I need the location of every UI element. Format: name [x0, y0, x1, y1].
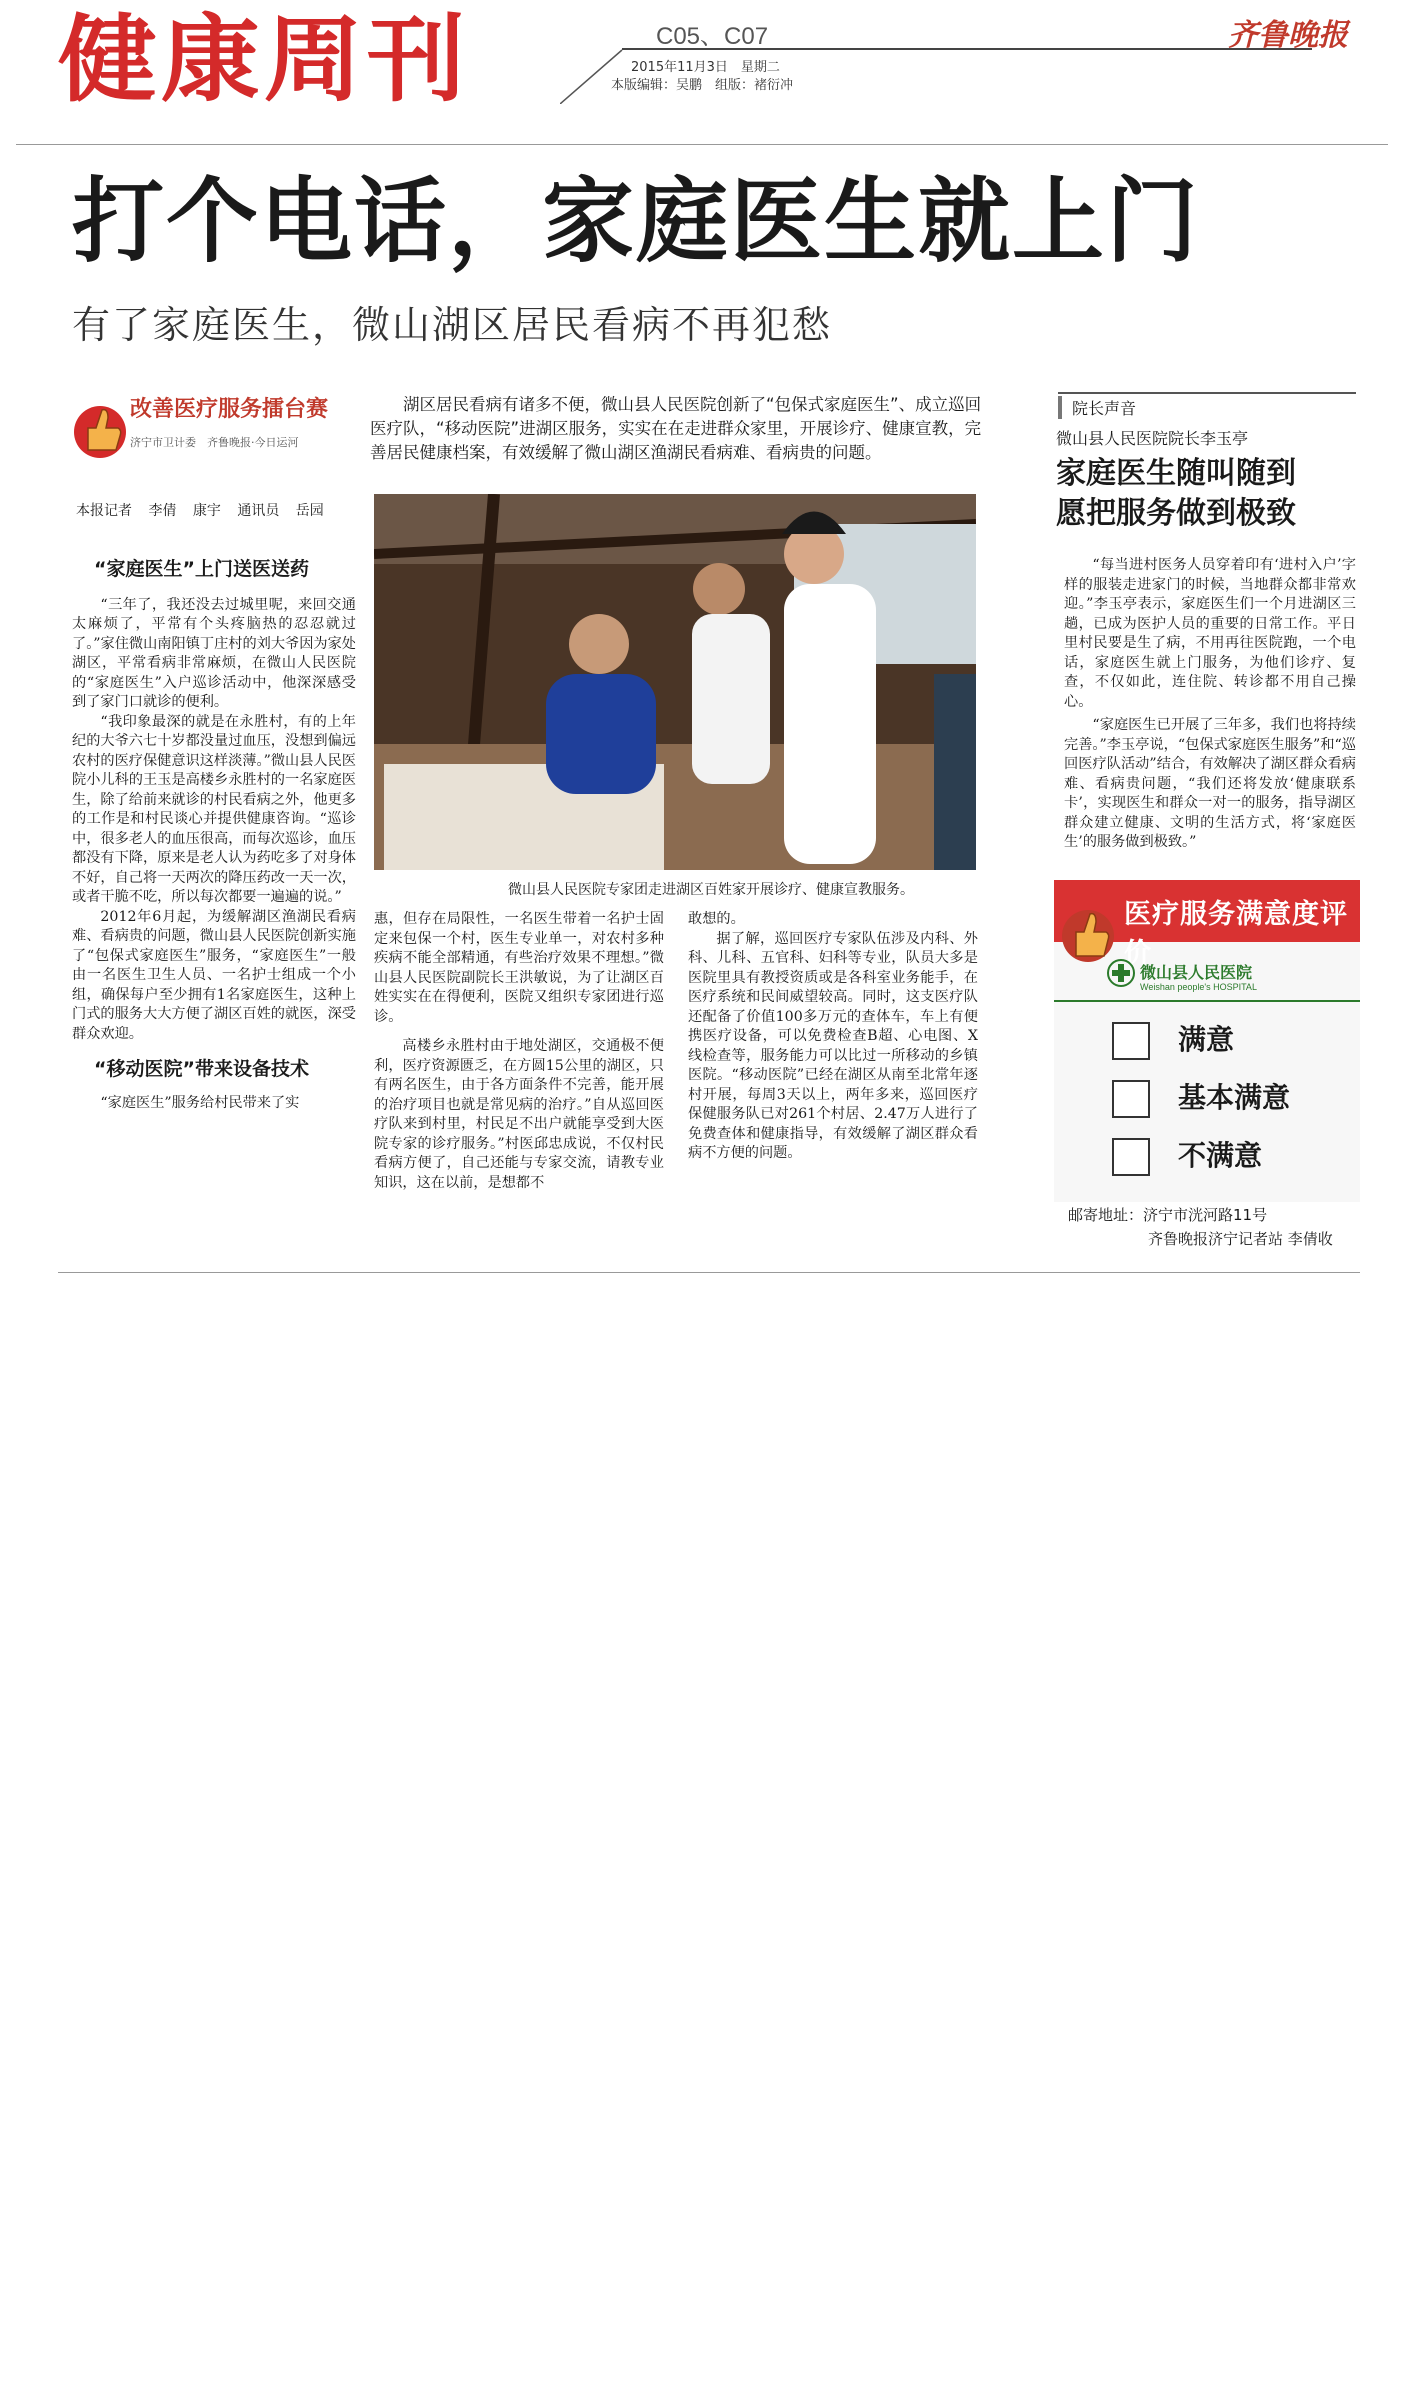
byline: 本报记者 李倩 康宇 通讯员 岳园	[76, 503, 324, 519]
page-numbers: C05、C07	[656, 23, 769, 50]
sidebar-byline: 微山县人民医院院长李玉亭	[1056, 429, 1249, 448]
paragraph: “三年了，我还没去过城里呢，来回交通太麻烦了，平常有个头疼脑热的忍忍就过了。”家住微山南阳镇丁庄村的刘大爷因为家处湖区，平常看病非常麻烦，在微山人民医院的“家庭医生”入户巡诊活动中，他深深感受到了家门口就诊的便利。	[72, 596, 356, 710]
photo-caption: 微山县人民医院专家团走进湖区百姓家开展诊疗、健康宣教服务。	[508, 882, 914, 898]
option-satisfied[interactable]	[1112, 1022, 1352, 1062]
checkbox[interactable]	[1112, 1138, 1150, 1176]
paragraph: “每当进村医务人员穿着印有‘进村入户’字样的服装走进家门的时候，当地群众都非常欢迎。”李玉亭表示，家庭医生们一个月进湖区三趟，已成为医护人员的重要的日常工作。平日里村民要是生了病，不用再往医院跑，一个电话，家庭医生就上门服务，为他们诊疗、复查，不仅如此，连住院、转诊都不用自己操心。	[1064, 557, 1356, 710]
option-dissatisfied[interactable]	[1112, 1138, 1352, 1178]
photo-illustration	[374, 494, 976, 870]
sidebar-title-line: 愿把服务做到极致	[1056, 496, 1296, 531]
masthead-title: 健康周刊	[58, 6, 470, 115]
paragraph: “我印象最深的就是在永胜村，有的上年纪的大爷六七十岁都没量过血压，没想到偏远农村的医疗保健意识这样淡薄。”微山县人民医院小儿科的王玉是高楼乡永胜村的一名家庭医生，除了给前来就诊的村民看病之外，他更多的工作是和村民谈心并提供健康咨询。“巡诊中，很多老人的血压很高，而每次巡诊，血压都没有下降，原来是老人认为药吃多了对身体不好，自己将一天两次的降压药改一天一次，或者干脆不吃，所以每次都要一遍遍的说。”	[72, 713, 356, 905]
contest-title: 改善医疗服务擂台赛	[130, 397, 329, 422]
section-heading: “家庭医生”上门送医送药	[94, 558, 309, 580]
option-label: 基本满意	[1178, 1081, 1291, 1114]
issue-date: 2015年11月3日 星期二	[631, 60, 780, 75]
mailing-recipient: 齐鲁晚报济宁记者站 李倩收	[1148, 1230, 1333, 1248]
sidebar-title-line: 家庭医生随叫随到	[1056, 456, 1296, 491]
survey-divider	[1054, 1000, 1360, 1002]
paragraph: 据了解，巡回医疗专家队伍涉及内科、外科、儿科、五官科、妇科等专业，队员大多是医院里具有教授资质或是各科室业务能手，在医疗系统和民间威望较高。同时，这支医疗队还配备了价值100多万元的查体车，车上有便携医疗设备，可以免费检查B超、心电图、X线检查等，服务能力可以比过一所移动的乡镇医院。“移动医院”已经在湖区从南至北常年逐村开展，每周3天以上，两年多来，巡回医疗保健服务队已对261个村居、2.47万人进行了免费查体和健康指导，有效缓解了湖区群众看病不方便的问题。	[688, 930, 978, 1161]
hospital-logo-icon	[1106, 958, 1136, 988]
section-heading: “移动医院”带来设备技术	[94, 1058, 309, 1080]
option-label: 不满意	[1178, 1139, 1263, 1172]
newspaper-logo: 齐鲁晚报	[1228, 18, 1348, 53]
sidebar-tag-label: 院长声音	[1058, 396, 1146, 419]
option-label: 满意	[1178, 1023, 1235, 1056]
survey-title: 医疗服务满意度评价	[1124, 899, 1348, 969]
sidebar-title	[1056, 454, 1356, 534]
checkbox[interactable]	[1112, 1022, 1150, 1060]
paragraph: “家庭医生已开展了三年多，我们也将持续完善。”李玉亭说，“包保式家庭医生服务”和“巡回医疗队活动”结合，有效解决了湖区群众看病难、看病贵问题，“我们还将发放‘健康联系卡’，实现医生和群众一对一的服务，指导湖区群众建立健康、文明的生活方式，将‘家庭医生’的服务做到极致。”	[1064, 717, 1356, 850]
paragraph: 惠，但存在局限性，一名医生带着一名护士固定来包保一个村，医生专业单一，对农村多种疾病不能全部精通，有些治疗效果不理想。”微山县人民医院副院长王洪敏说，为了让湖区百姓实实在在得便利，医院又组织专家团进行巡诊。	[374, 911, 664, 1025]
option-basically-satisfied[interactable]	[1112, 1080, 1352, 1120]
column-1	[72, 560, 356, 1113]
sidebar-body	[1064, 556, 1356, 853]
thumbs-up-icon	[72, 388, 132, 468]
bottom-divider	[58, 1272, 1360, 1273]
article-lead	[370, 393, 996, 465]
mailing-address: 邮寄地址：济宁市洸河路11号	[1068, 1206, 1268, 1224]
checkbox[interactable]	[1112, 1080, 1150, 1118]
hospital-name: 微山县人民医院	[1140, 963, 1253, 982]
contest-badge	[72, 386, 358, 474]
lead-paragraph: 湖区居民看病有诸多不便，微山县人民医院创新了“包保式家庭医生”、成立巡回医疗队，“移动医院”进湖区服务，实实在在走进群众家里，开展诊疗、健康宣教，完善居民健康档案，有效缓解了微山湖区渔湖民看病难、看病贵的问题。	[370, 395, 982, 462]
column-2	[374, 910, 664, 1193]
paragraph: “家庭医生”服务给村民带来了实	[100, 1094, 300, 1111]
headline: 打个电话，家庭医生就上门	[72, 168, 1201, 275]
hospital-english-name: Weishan people's HOSPITAL	[1140, 982, 1257, 992]
satisfaction-survey	[1054, 880, 1360, 1202]
editor-credits: 本版编辑：吴鹏 组版：褚衍冲	[611, 78, 794, 93]
subheadline: 有了家庭医生，微山湖区居民看病不再犯愁	[72, 303, 833, 347]
article-photo	[374, 494, 976, 870]
paragraph: 高楼乡永胜村由于地处湖区，交通极不便利，医疗资源匮乏，在方圆15公里的湖区，只有两名医生，由于各方面条件不完善，能开展的治疗项目也就是常见病的治疗。”自从巡回医疗队来到村里，村民足不出户就能享受到大医院专家的诊疗服务。”村医邱忠成说，不仅村民看病方便了，自己还能与专家交流，请教专业知识，这在以前，是想都不	[374, 1038, 664, 1191]
paragraph: 2012年6月起，为缓解湖区渔湖民看病难、看病贵的问题，微山县人民医院创新实施了“包保式家庭医生”服务，“家庭医生”一般由一名医生卫生人员、一名护士组成一个小组，确保每户至少拥有1名家庭医生，这种上门式的服务大大方便了湖区百姓的就医，深受群众欢迎。	[72, 908, 356, 1042]
sidebar-tag	[1058, 392, 1356, 419]
contest-sponsors: 济宁市卫计委 齐鲁晚报·今日运河	[130, 436, 299, 449]
column-3	[688, 910, 978, 1164]
top-divider	[16, 144, 1388, 145]
paragraph: 敢想的。	[688, 911, 745, 927]
